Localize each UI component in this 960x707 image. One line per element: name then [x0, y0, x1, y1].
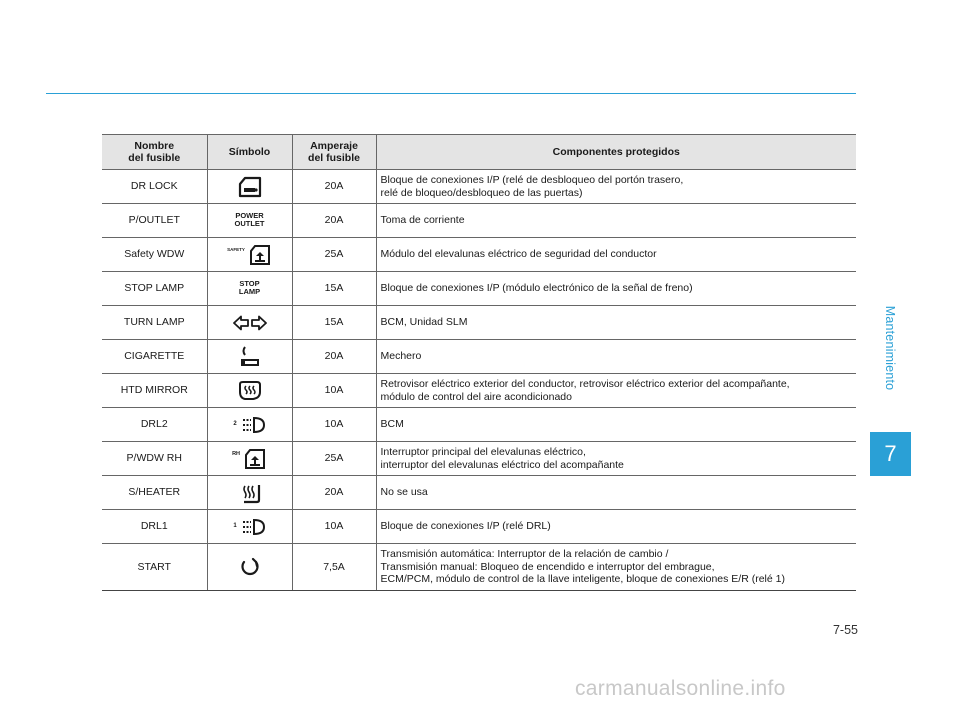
- fuse-components: Bloque de conexiones I/P (módulo electrónico de la señal de freno): [376, 272, 856, 306]
- symbol-label: SAFETY: [227, 246, 245, 252]
- fuse-symbol: [207, 340, 292, 374]
- fuse-name: STOP LAMP: [102, 272, 207, 306]
- daytime-running-light-icon: [240, 518, 266, 536]
- fuse-symbol: [207, 272, 292, 306]
- table-row: [102, 476, 856, 510]
- header-components: Componentes protegidos: [376, 135, 856, 170]
- fuse-name: DRL1: [102, 510, 207, 544]
- fuse-symbol: [207, 408, 292, 442]
- fuse-components: Bloque de conexiones I/P (relé de desbloqueo del portón trasero, relé de bloqueo/desbloqueo de las puertas): [376, 170, 856, 204]
- fuse-amperage: 15A: [292, 306, 376, 340]
- table-row: [102, 510, 856, 544]
- fuse-amperage: 20A: [292, 340, 376, 374]
- table-row: [102, 544, 856, 591]
- fuse-name: P/OUTLET: [102, 204, 207, 238]
- fuse-amperage: 10A: [292, 374, 376, 408]
- fuse-name: Safety WDW: [102, 238, 207, 272]
- table-row: [102, 204, 856, 238]
- fuse-name: DR LOCK: [102, 170, 207, 204]
- stop-lamp-text-icon: STOP LAMP: [238, 278, 261, 296]
- turn-signal-icon: [233, 315, 267, 331]
- fuse-amperage: 7,5A: [292, 544, 376, 591]
- fuse-components: BCM, Unidad SLM: [376, 306, 856, 340]
- safety-window-icon: [248, 244, 272, 266]
- seat-heater-icon: [238, 481, 262, 505]
- fuse-symbol: [207, 510, 292, 544]
- chapter-number-tab: 7: [870, 432, 911, 476]
- fuse-symbol: [207, 238, 292, 272]
- watermark: carmanualsonline.info: [575, 677, 786, 700]
- fuse-amperage: 10A: [292, 510, 376, 544]
- table-row: [102, 306, 856, 340]
- fuse-components: Retrovisor eléctrico exterior del conductor, retrovisor eléctrico exterior del acompañante, módulo de control del aire acondicionado: [376, 374, 856, 408]
- fuse-name: START: [102, 544, 207, 591]
- table-row: [102, 340, 856, 374]
- cigarette-lighter-icon: [239, 345, 261, 369]
- table-row: [102, 442, 856, 476]
- fuse-amperage: 20A: [292, 476, 376, 510]
- fuse-amperage: 10A: [292, 408, 376, 442]
- fuse-symbol: [207, 170, 292, 204]
- fuse-name: S/HEATER: [102, 476, 207, 510]
- start-icon: [239, 556, 261, 578]
- table-row: [102, 238, 856, 272]
- fuse-components: BCM: [376, 408, 856, 442]
- fuse-symbol: [207, 374, 292, 408]
- fuse-components: Interruptor principal del elevalunas eléctrico, interruptor del elevalunas eléctrico del acompañante: [376, 442, 856, 476]
- fuse-amperage: 20A: [292, 204, 376, 238]
- fuse-amperage: 25A: [292, 442, 376, 476]
- daytime-running-light-icon: [240, 416, 266, 434]
- header-amperage: Amperaje del fusible: [292, 135, 376, 170]
- fuse-name: TURN LAMP: [102, 306, 207, 340]
- symbol-label: 1: [233, 522, 237, 529]
- fuse-name: CIGARETTE: [102, 340, 207, 374]
- heated-mirror-icon: [237, 380, 263, 402]
- fuse-symbol: [207, 204, 292, 238]
- fuse-symbol: [207, 306, 292, 340]
- top-rule: [46, 93, 856, 94]
- fuse-name: DRL2: [102, 408, 207, 442]
- table-row: [102, 272, 856, 306]
- fuse-components: Toma de corriente: [376, 204, 856, 238]
- door-lock-icon: [237, 175, 263, 199]
- page-number: 7-55: [832, 623, 858, 637]
- section-title: Mantenimiento: [883, 305, 897, 391]
- fuse-amperage: 15A: [292, 272, 376, 306]
- fuse-symbol: [207, 544, 292, 591]
- fuse-amperage: 20A: [292, 170, 376, 204]
- fuse-name: P/WDW RH: [102, 442, 207, 476]
- fuse-symbol: [207, 442, 292, 476]
- fuse-components: No se usa: [376, 476, 856, 510]
- symbol-label: RH: [232, 450, 241, 457]
- table-row: [102, 374, 856, 408]
- table-row: [102, 170, 856, 204]
- fuse-components: Módulo del elevalunas eléctrico de seguridad del conductor: [376, 238, 856, 272]
- fuse-components: Mechero: [376, 340, 856, 374]
- fuse-components: Transmisión automática: Interruptor de la relación de cambio / Transmisión manual: Bloqueo de encendido e interruptor del embrague, ECM/PCM, módulo de control de la llave inteligente, bloque de conexiones E/R (relé 1): [376, 544, 856, 591]
- table-row: [102, 408, 856, 442]
- header-symbol: Símbolo: [207, 135, 292, 170]
- fuse-components: Bloque de conexiones I/P (relé DRL): [376, 510, 856, 544]
- fuse-table: [102, 134, 856, 591]
- fuse-symbol: [207, 476, 292, 510]
- power-window-rh-icon: [243, 448, 267, 470]
- symbol-label: 2: [233, 420, 237, 427]
- table-header-row: [102, 135, 856, 170]
- fuse-amperage: 25A: [292, 238, 376, 272]
- side-tab-label: [866, 268, 914, 428]
- header-fuse-name: Nombre del fusible: [102, 135, 207, 170]
- fuse-name: HTD MIRROR: [102, 374, 207, 408]
- power-outlet-text-icon: POWER OUTLET: [234, 210, 265, 228]
